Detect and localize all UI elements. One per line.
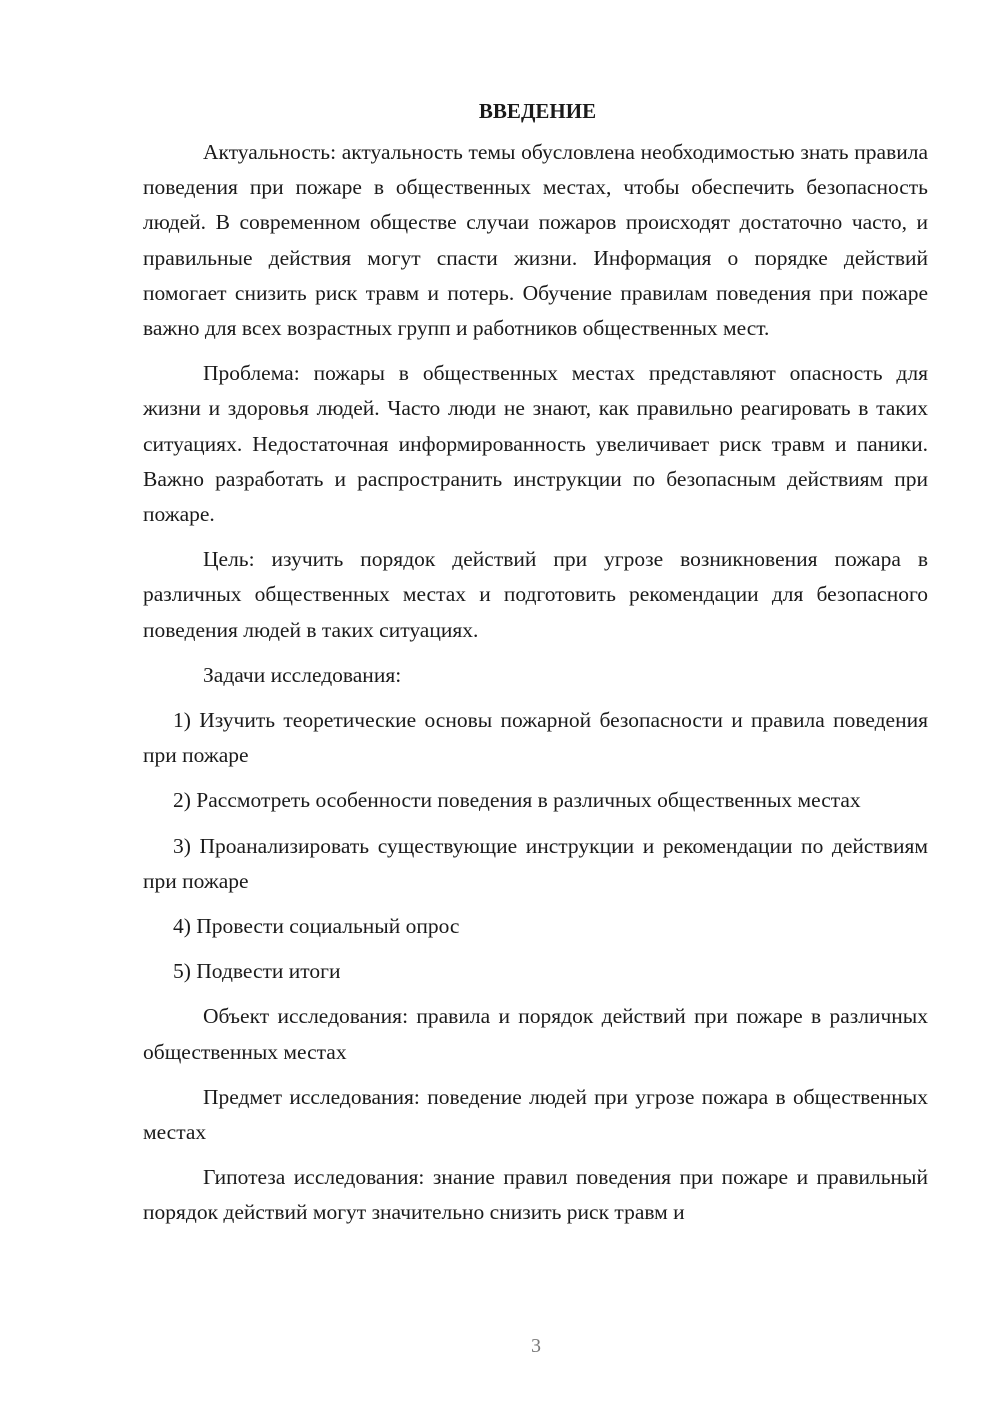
object-paragraph: Объект исследования: правила и порядок действий при пожаре в различных общественных местах	[143, 1004, 928, 1064]
subject-paragraph: Предмет исследования: поведение людей при угрозе пожара в общественных местах	[143, 1084, 928, 1145]
task-item: 1) Изучить теоретические основы пожарной безопасности и правила поведения при пожаре	[143, 708, 928, 768]
section-heading: ВВЕДЕНИЕ	[478, 99, 597, 123]
task-item: 4) Провести социальный опрос	[173, 914, 460, 939]
hypothesis-paragraph: Гипотеза исследования: знание правил поведения при пожаре и правильный порядок действий могут значительно снизить риск травм и	[143, 1165, 928, 1225]
document-page	[143, 96, 928, 1241]
goal-paragraph: Цель: изучить порядок действий при угрозе возникновения пожара в различных общественных местах и подготовить рекомендации для безопасного поведения людей в таких ситуациях.	[143, 547, 928, 642]
relevance-paragraph: Актуальность: актуальность темы обусловлена необходимостью знать правила поведения при пожаре в общественных местах, чтобы обеспечить безопасность людей. В современном обществе случаи пожаров происходят достаточно часто, и правильные действия могут спасти жизни. Информация о порядке действий помогает снизить риск травм и потерь. Обучение правилам поведения при пожаре важно для всех возрастных групп и работников общественных мест.	[143, 140, 928, 341]
problem-paragraph: Проблема: пожары в общественных местах представляют опасность для жизни и здоровья людей. Часто люди не знают, как правильно реагировать в таких ситуациях. Недостаточная информированность увеличивает риск травм и паники. Важно разработать и распространить инструкции по безопасным действиям при пожаре.	[143, 361, 928, 527]
tasks-title: Задачи исследования:	[203, 662, 402, 687]
task-item: 5) Подвести итоги	[173, 959, 341, 984]
task-item: 2) Рассмотреть особенности поведения в различных общественных местах	[173, 788, 861, 813]
task-item: 3) Проанализировать существующие инструкции и рекомендации по действиям при пожаре	[143, 833, 928, 893]
page-number: 3	[531, 1335, 541, 1357]
